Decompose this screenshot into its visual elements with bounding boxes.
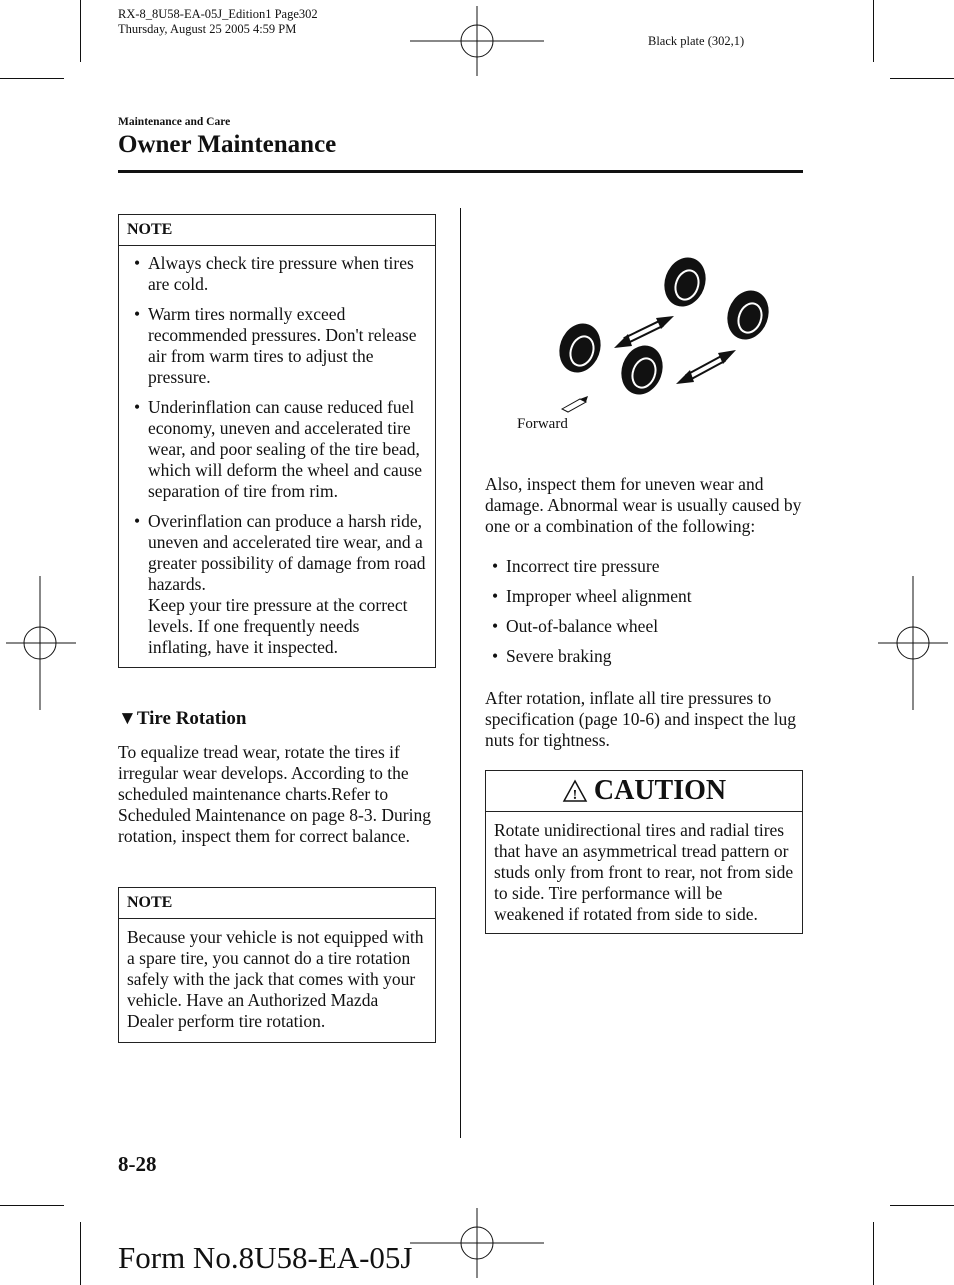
tire-rotation-heading-text: Tire Rotation [136,708,247,729]
forward-label: Forward [517,416,568,432]
note-box-tire-pressure [118,214,436,668]
after-rotation-text: After rotation, inflate all tire pressures to specification (page 10-6) and inspect the lug nuts for tightness. [485,688,797,750]
note-extra-text: Keep your tire pressure at the correct levels. If one frequently needs inflating, have it inspected. [148,595,408,657]
triangle-marker-icon: ▼ [118,708,137,729]
tire-rotation-text: To equalize tread wear, rotate the tires if irregular wear develops. According to the scheduled maintenance charts.Refer to Scheduled Maintenance on page 8-3. During rotation, inspect them for correct balance. [118,742,431,846]
print-header-date: Thursday, August 25 2005 4:59 PM [118,22,297,36]
forward-arrow-icon [562,396,588,412]
note-bullet-item: • Always check tire pressure when tires are cold. [127,253,427,295]
tire-rear-left-icon [658,252,713,312]
caution-header [486,771,802,812]
page-title: Owner Maintenance [118,131,337,158]
tire-rotation-heading [118,708,246,730]
registration-mark-left-icon [6,576,76,710]
note-label: NOTE [119,215,435,246]
caution-body: Rotate unidirectional tires and radial tires that have an asymmetrical tread pattern or studs only from front to rear, not from side to side. Tire performance will be weakened if rotated from side to side. [494,820,794,924]
double-arrow-right-icon [676,350,736,384]
note-body [119,246,435,658]
print-header [118,7,318,37]
title-rule [118,170,803,173]
tire-front-left-icon [553,318,608,379]
registration-mark-top-icon [410,6,544,76]
note-bullet-list [127,253,427,658]
tire-front-right-icon [615,340,670,401]
note-label: NOTE [119,888,435,919]
double-arrow-left-icon [614,316,674,348]
svg-text:!: ! [572,788,578,803]
registration-mark-right-icon [878,576,948,710]
page-number: 8-28 [118,1152,157,1176]
wear-cause-item: • Severe braking [485,646,805,667]
caution-box [485,770,803,934]
note-bullet-item: • Overinflation can produce a harsh ride, uneven and accelerated tire wear, and a greater possibility of damage from road hazards. Keep your tire pressure at the correct levels. If one frequently needs inflating, have it inspected. [127,511,427,658]
form-number: Form No.8U58-EA-05J [118,1240,413,1275]
note-box-spare-tire [118,887,436,1043]
registration-mark-bottom-icon [410,1208,544,1278]
wear-cause-item: • Out-of-balance wheel [485,616,805,637]
wear-cause-item: • Improper wheel alignment [485,586,805,607]
inspect-text: Also, inspect them for uneven wear and damage. Abnormal wear is usually caused by one or a combination of the following: [485,474,802,536]
caution-label: CAUTION [593,775,727,806]
note-bullet-item: • Underinflation can cause reduced fuel economy, uneven and accelerated tire wear, and poor sealing of the tire bead, which will deform the wheel and cause separation of tire from rim. [127,397,427,502]
plate-label: Black plate (302,1) [648,34,745,48]
note-body: Because your vehicle is not equipped with a spare tire, you cannot do a tire rotation safely with the jack that comes with your vehicle. Have an Authorized Mazda Dealer perform tire rotation. [127,927,424,1031]
section-label: Maintenance and Care [118,116,231,128]
print-header-file: RX-8_8U58-EA-05J_Edition1 Page302 [118,7,318,21]
wear-cause-item: • Incorrect tire pressure [485,556,805,577]
warning-triangle-icon [562,779,588,803]
tire-rear-right-icon [721,285,776,346]
note-bullet-item: • Warm tires normally exceed recommended pressures. Don't release air from warm tires to adjust the pressure. [127,304,427,388]
tire-rotation-diagram [510,252,780,437]
column-divider [460,208,461,1138]
wear-causes-list [485,556,805,676]
